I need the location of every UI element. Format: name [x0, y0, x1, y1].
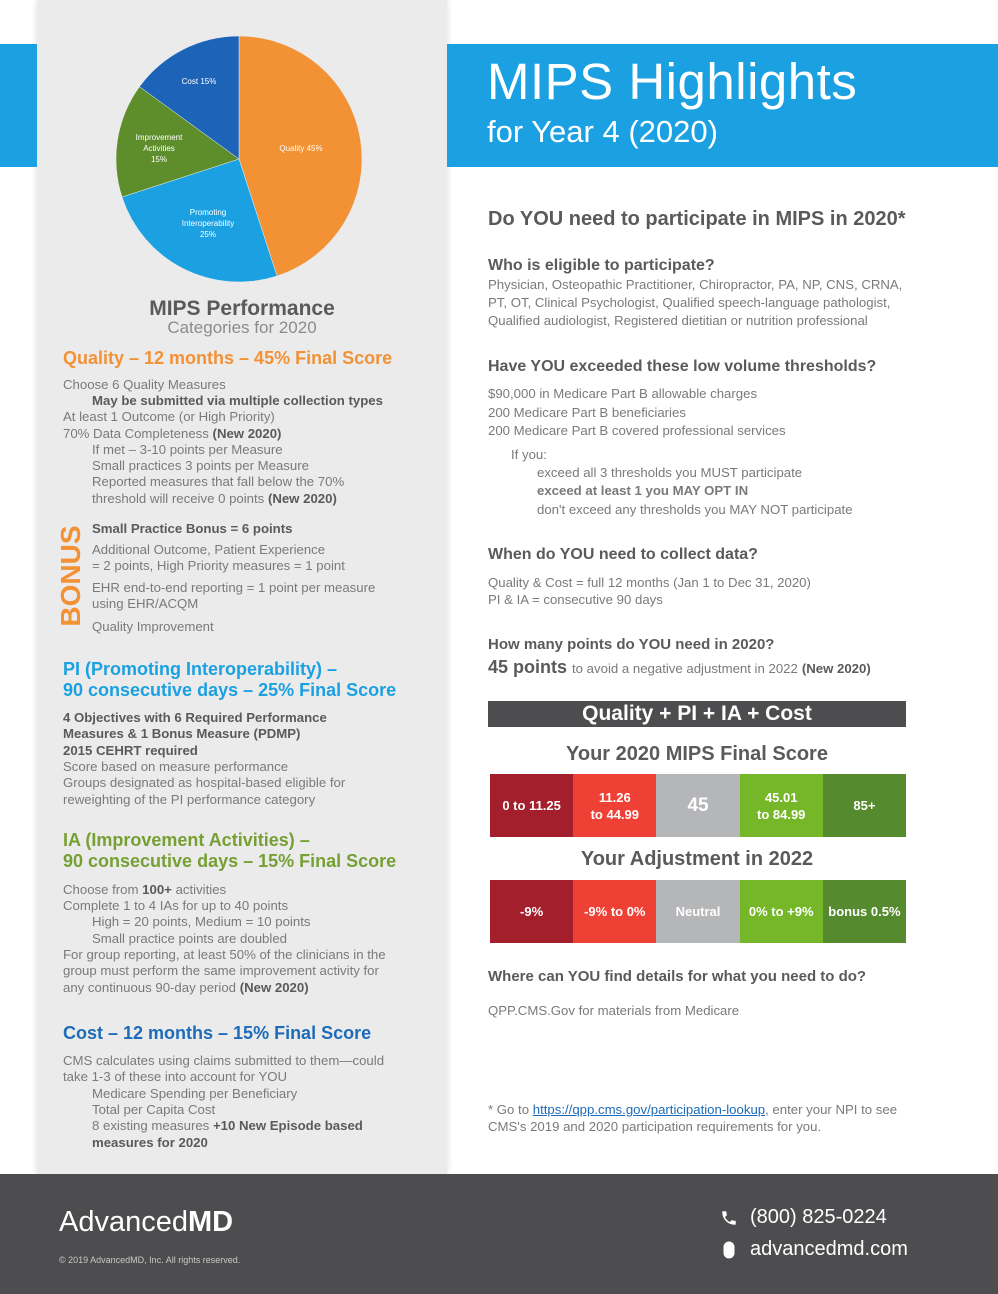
quality-line: 70% Data Completeness (New 2020) [63, 426, 282, 441]
quality-line: May be submitted via multiple collection types [92, 393, 383, 408]
ia-line: High = 20 points, Medium = 10 points [92, 914, 311, 929]
svg-text:BONUS: BONUS [55, 525, 86, 627]
score-segment: 45 [656, 774, 739, 837]
pi-line: Measures & 1 Bonus Measure (PDMP) [63, 726, 301, 741]
pi-line: 4 Objectives with 6 Required Performance [63, 710, 327, 725]
score-segment: 45.01 to 84.99 [740, 774, 823, 837]
adjust-segment: bonus 0.5% [823, 880, 906, 943]
ia-line: any continuous 90-day period (New 2020) [63, 980, 309, 995]
adjust-segment: -9% [490, 880, 573, 943]
bonus-line: Small Practice Bonus = 6 points [92, 521, 293, 536]
ia-line: Choose from 100+ activities [63, 882, 227, 897]
score-segment: 11.26 to 44.99 [573, 774, 656, 837]
pie-label-ia-1: Improvement [135, 133, 183, 142]
page-title: MIPS Highlights [487, 53, 858, 110]
pi-heading-1: PI (Promoting Interoperability) – [63, 659, 338, 679]
pi-line: Score based on measure performance [63, 759, 289, 774]
threshold-line: 200 Medicare Part B beneficiaries [488, 405, 686, 420]
cost-line: measures for 2020 [92, 1135, 208, 1150]
eligible-line: Qualified audiologist, Registered dietitian or nutrition professional [488, 313, 868, 328]
eligible-heading: Who is eligible to participate? [488, 257, 715, 274]
footnote-line-2: CMS's 2019 and 2020 participation requirements for you. [488, 1119, 822, 1134]
pie-label-ia-3: 15% [150, 155, 168, 164]
threshold-line: $90,000 in Medicare Part B allowable charges [488, 386, 758, 401]
phone-contact[interactable] [718, 1206, 887, 1229]
bonus-line: using EHR/ACQM [92, 596, 199, 611]
threshold-line: 200 Medicare Part B covered professional services [488, 423, 786, 438]
details-heading: Where can YOU find details for what you need to do? [488, 968, 867, 985]
ia-heading-1: IA (Improvement Activities) – [63, 830, 310, 850]
quality-line: threshold will receive 0 points (New 2020) [92, 491, 337, 506]
threshold-ifyou: If you: [511, 447, 547, 462]
quality-line: If met – 3-10 points per Measure [92, 442, 283, 457]
sidebar-title: MIPS Performance [149, 297, 335, 320]
quality-line: Reported measures that fall below the 70% [92, 474, 345, 489]
pi-heading-2: 90 consecutive days – 25% Final Score [63, 680, 397, 700]
header-band-left [0, 44, 37, 167]
bonus-line: Quality Improvement [92, 619, 214, 634]
points-heading: How many points do YOU need in 2020? [488, 636, 775, 653]
ia-line: group must perform the same improvement activity for [63, 963, 379, 978]
pie-label-pi-3: 25% [199, 230, 217, 239]
pie-label-quality: Quality 45% [279, 144, 323, 153]
pi-line: reweighting of the PI performance category [63, 792, 316, 807]
cost-line: CMS calculates using claims submitted to them—could [63, 1053, 385, 1068]
threshold-option: exceed at least 1 you MAY OPT IN [537, 483, 749, 498]
adjust-segment: 0% to +9% [740, 880, 823, 943]
pie-label-pi-1: Promoting [189, 208, 227, 217]
points-value: 45 points [488, 657, 568, 677]
cost-line: Total per Capita Cost [92, 1102, 216, 1117]
bonus-vertical-label [45, 516, 95, 636]
eligible-line: PT, OT, Clinical Psychologist, Qualified speech-language pathologist, [488, 295, 891, 310]
collect-heading: When do YOU need to collect data? [488, 546, 758, 563]
participation-lookup-link[interactable]: https://qpp.cms.gov/participation-lookup [532, 1102, 766, 1117]
adjust-title: Your Adjustment in 2022 [580, 848, 814, 870]
phone-number: (800) 825-0224 [750, 1206, 887, 1228]
cost-heading: Cost – 12 months – 15% Final Score [63, 1023, 372, 1043]
adjust-bar [490, 880, 906, 943]
quality-heading: Quality – 12 months – 45% Final Score [63, 348, 393, 368]
collect-line: PI & IA = consecutive 90 days [488, 592, 663, 607]
bonus-line: EHR end-to-end reporting = 1 point per measure [92, 580, 376, 595]
ia-line: Small practice points are doubled [92, 931, 287, 946]
pie-label-ia-2: Activities [143, 144, 175, 153]
points-new: (New 2020) [801, 661, 871, 676]
copyright: © 2019 AdvancedMD, Inc. All rights reserved. [59, 1255, 241, 1265]
threshold-option: don't exceed any thresholds you MAY NOT participate [537, 502, 853, 517]
points-line [488, 658, 871, 678]
adjust-segment: -9% to 0% [573, 880, 656, 943]
cost-line: take 1-3 of these into account for YOU [63, 1069, 288, 1084]
footnote-line-1: * Go to https://qpp.cms.gov/participation-lookup, enter your NPI to see [488, 1102, 898, 1117]
thresholds-heading: Have YOU exceeded these low volume thresholds? [488, 358, 877, 375]
pie-label-cost: Cost 15% [181, 77, 217, 86]
score-bar [490, 774, 906, 837]
cost-line: Medicare Spending per Beneficiary [92, 1086, 298, 1101]
performance-pie-chart [115, 35, 363, 283]
ia-heading-2: 90 consecutive days – 15% Final Score [63, 851, 397, 871]
quality-line: Small practices 3 points per Measure [92, 458, 309, 473]
adjust-segment: Neutral [656, 880, 739, 943]
cost-line: 8 existing measures +10 New Episode based [92, 1118, 363, 1133]
pie-label-pi-2: Interoperability [181, 219, 235, 228]
score-segment: 0 to 11.25 [490, 774, 573, 837]
sidebar-subtitle: Categories for 2020 [167, 318, 317, 337]
advancedmd-logo: AdvancedMD [59, 1206, 234, 1238]
threshold-option: exceed all 3 thresholds you MUST participate [537, 465, 803, 480]
ia-line: Complete 1 to 4 IAs for up to 40 points [63, 898, 289, 913]
ia-line: For group reporting, at least 50% of the clinicians in the [63, 947, 386, 962]
main-question: Do YOU need to participate in MIPS in 2020* [488, 208, 906, 230]
bonus-line: = 2 points, High Priority measures = 1 point [92, 558, 345, 573]
quality-line: At least 1 Outcome (or High Priority) [63, 409, 275, 424]
quality-line: Choose 6 Quality Measures [63, 377, 226, 392]
pi-line: Groups designated as hospital-based eligible for [63, 775, 346, 790]
bonus-line: Additional Outcome, Patient Experience [92, 542, 326, 557]
score-segment: 85+ [823, 774, 906, 837]
eligible-line: Physician, Osteopathic Practitioner, Chiropractor, PA, NP, CNS, CRNA, [488, 277, 903, 292]
phone-icon [718, 1209, 740, 1227]
score-title: Your 2020 MIPS Final Score [566, 743, 828, 765]
page-subtitle: for Year 4 (2020) [487, 114, 718, 149]
website-contact[interactable] [718, 1238, 908, 1261]
details-line: QPP.CMS.Gov for materials from Medicare [488, 1003, 740, 1018]
collect-line: Quality & Cost = full 12 months (Jan 1 to Dec 31, 2020) [488, 575, 811, 590]
website-url: advancedmd.com [750, 1238, 908, 1260]
pi-line: 2015 CEHRT required [63, 743, 198, 758]
score-formula: Quality + PI + IA + Cost [488, 701, 906, 727]
points-rest: to avoid a negative adjustment in 2022 [572, 661, 798, 676]
mouse-icon [718, 1241, 740, 1259]
